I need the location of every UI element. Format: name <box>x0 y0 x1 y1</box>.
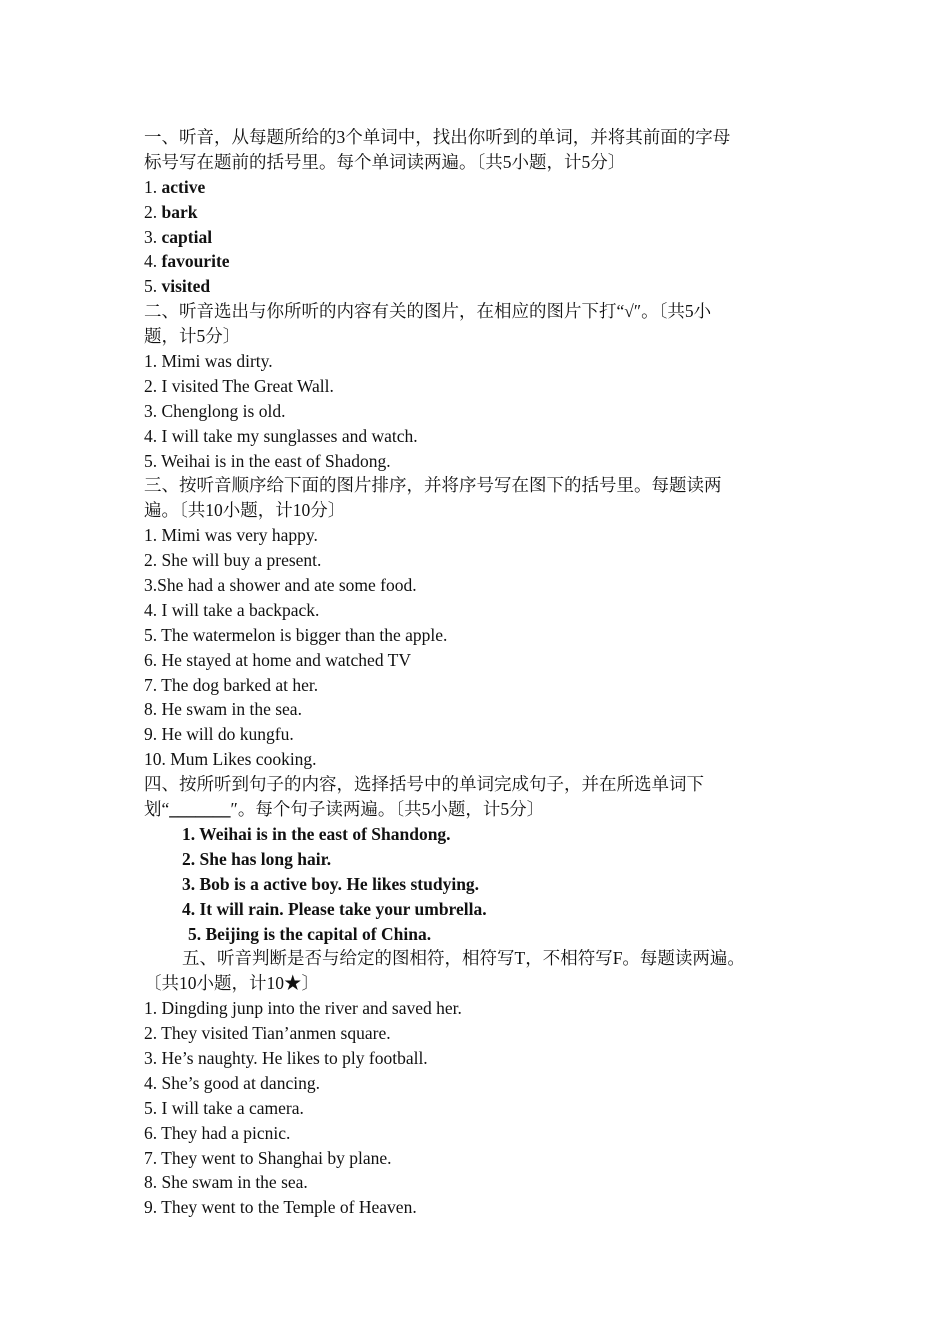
section3-item: 8. He swam in the sea. <box>144 699 302 720</box>
section4-heading-line2: 划“_______″。每个句子读两遍。〔共5小题，计5分〕 <box>144 799 545 820</box>
section5-item: 6. They had a picnic. <box>144 1122 291 1143</box>
section5-item: 8. She swam in the sea. <box>144 1172 308 1193</box>
section3-item: 10. Mum Likes cooking. <box>144 749 317 770</box>
section5-heading-line2: 〔共10小题，计10★〕 <box>144 973 319 994</box>
section4-item: 5. Beijing is the capital of China. <box>188 923 432 944</box>
section1-item: 5. visited <box>144 276 211 297</box>
document-page <box>144 125 804 1220</box>
section5-item: 1. Dingding junp into the river and saved her. <box>144 998 462 1019</box>
section1-heading-line1: 一、听音，从每题所给的3个单词中，找出你听到的单词，并将其前面的字母 <box>144 127 731 147</box>
section5-item: 9. They went to the Temple of Heaven. <box>144 1197 417 1218</box>
section3-item: 1. Mimi was very happy. <box>144 525 318 546</box>
section4-item: 3. Bob is a active boy. He likes studying. <box>182 873 480 894</box>
section3-item: 3.She had a shower and ate some food. <box>144 575 417 596</box>
section4-item: 1. Weihai is in the east of Shandong. <box>182 823 451 844</box>
section3-heading-line2: 遍。〔共10小题，计10分〕 <box>144 500 346 521</box>
section2-heading-line2: 题，计5分〕 <box>144 326 241 347</box>
section1-item: 1. active <box>144 176 206 197</box>
section2-item: 2. I visited The Great Wall. <box>144 375 334 396</box>
section2-item: 4. I will take my sunglasses and watch. <box>144 425 418 446</box>
section5-item: 2. They visited Tian’anmen square. <box>144 1023 391 1044</box>
section4-item: 4. It will rain. Please take your umbrella. <box>182 898 487 919</box>
section1-item: 4. favourite <box>144 251 230 272</box>
section3-heading-line1: 三、按听音顺序给下面的图片排序，并将序号写在图下的括号里。每题读两 <box>144 475 722 496</box>
section3-item: 9. He will do kungfu. <box>144 724 294 745</box>
section4-heading-line1: 四、按所听到句子的内容，选择括号中的单词完成句子，并在所选单词下 <box>144 774 704 795</box>
section3-item: 6. He stayed at home and watched TV <box>144 649 411 670</box>
section5-item: 7. They went to Shanghai by plane. <box>144 1147 392 1168</box>
section5-item: 4. She’s good at dancing. <box>144 1072 320 1093</box>
section3-item: 5. The watermelon is bigger than the apple. <box>144 624 448 645</box>
section3-item: 7. The dog barked at her. <box>144 674 319 695</box>
section5-item: 3. He’s naughty. He likes to ply football. <box>144 1047 428 1068</box>
section1-heading-line2: 标号写在题前的括号里。每个单词读两遍。〔共5小题，计5分〕 <box>144 151 626 172</box>
section3-item: 2. She will buy a present. <box>144 550 322 571</box>
answer-blank: _______ <box>169 799 231 820</box>
section2-item: 3. Chenglong is old. <box>144 400 286 421</box>
section2-heading-line1: 二、听音选出与你所听的内容有关的图片，在相应的图片下打“√″。〔共5小 <box>144 301 712 322</box>
section1-item: 2. bark <box>144 201 198 222</box>
section1-item: 3. captial <box>144 226 213 247</box>
section2-item: 1. Mimi was dirty. <box>144 351 273 372</box>
section5-item: 5. I will take a camera. <box>144 1097 304 1118</box>
section5-heading-line1: 五、听音判断是否与给定的图相符，相符写T，不相符写F。每题读两遍。 <box>182 948 745 969</box>
section4-item: 2. She has long hair. <box>182 848 332 869</box>
section3-item: 4. I will take a backpack. <box>144 599 320 620</box>
section2-item: 5. Weihai is in the east of Shadong. <box>144 450 391 471</box>
